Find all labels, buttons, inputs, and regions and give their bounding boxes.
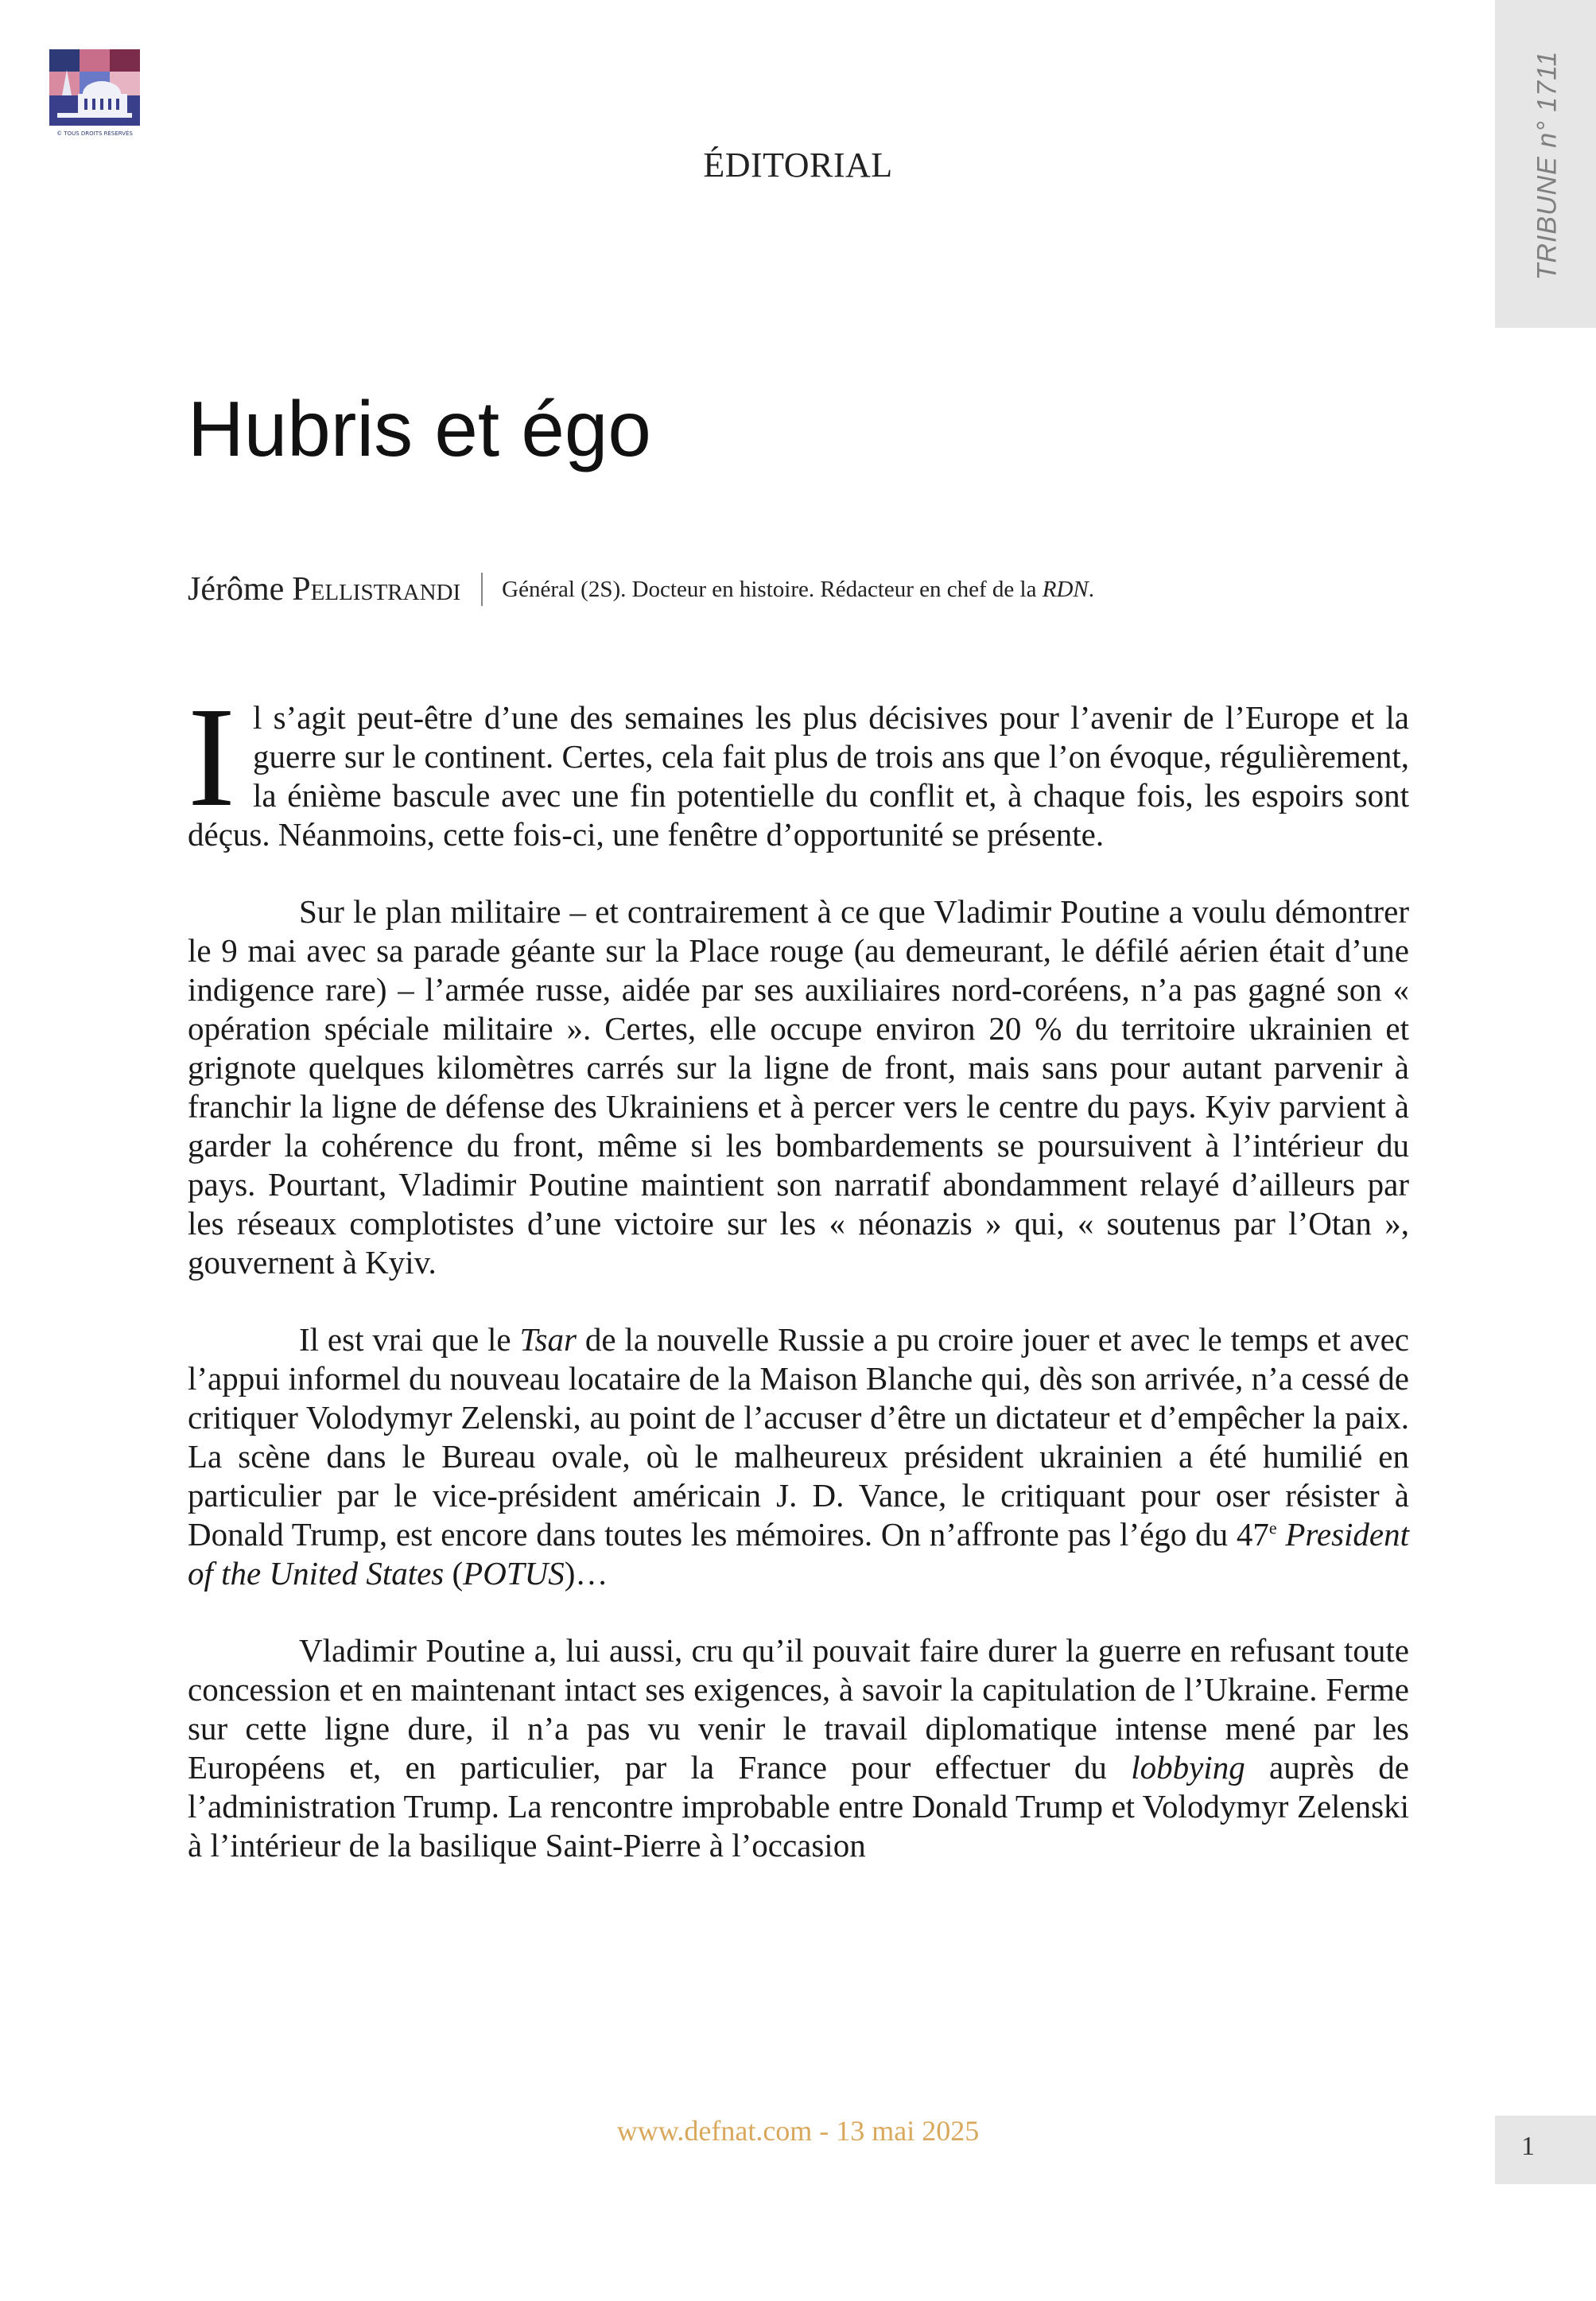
section-label: ÉDITORIAL — [703, 146, 893, 185]
article-body — [188, 678, 1410, 1903]
paragraph-3: Il est vrai que le Tsar de la nouvelle Russie a pu croire jouer et avec le temps et avec l’appui informel du nouveau locataire de la Maison Blanche qui, dès son arrivée, n’a cessé de critiquer Volodymyr Zelenski, au point de l’accuser d’être un dictateur et d’empêcher la paix. La scène dans le Bureau ovale, où le malheureux président ukrainien a été humilié en particulier par le vice-président américain J. D. Vance, le critiquant pour oser résister à Donald Trump, est encore dans toutes les mémoires. On n’affronte pas l’égo du 47e President of the United States (POTUS)… — [188, 1321, 1410, 1592]
paragraph-1: Il s’agit peut-être d’une des semaines les plus décisives pour l’avenir de l’Europe et la guerre sur le continent. Certes, cela fait plus de trois ans que l’on évoque, régulièrement, la énième bascule avec une fin potentielle du conflit et, à chaque fois, les espoirs sont déçus. Néanmoins, cette fois-ci, une fenêtre d’opportunité se présente. — [188, 678, 1409, 853]
paragraph-4: Vladimir Poutine a, lui aussi, cru qu’il pouvait faire durer la guerre en refusant toute concession et en maintenant intact ses exigences, à savoir la capitulation de l’Ukraine. Ferme sur cette ligne dure, il n’a pas vu venir le travail diplomatique intense mené par les Européens et, en particulier, par la France pour effectuer du lobbying auprès de l’administration Trump. La rencontre improbable entre Donald Trump et Volodymyr Zelenski à l’intérieur de la basilique Saint-Pierre à l’occasion — [188, 1632, 1410, 1864]
drop-cap: I — [188, 678, 235, 836]
footer-link[interactable]: www.defnat.com - 13 mai 2025 — [616, 2115, 980, 2147]
author-last-name: Pellistrandi — [292, 571, 461, 608]
article-title: Hubris et égo — [188, 385, 651, 472]
page-number-tab — [1495, 2116, 1596, 2184]
page-number: 1 — [1521, 2132, 1535, 2161]
tribune-number: TRIBUNE n° 1711 — [1532, 50, 1563, 281]
byline-separator — [481, 573, 483, 606]
logo-caption: © TOUS DROITS RÉSERVÉS — [56, 130, 133, 137]
author-affiliation: Général (2S). Docteur en histoire. Rédacteur en chef de la RDN. — [502, 576, 1094, 602]
author-first-name: Jérôme — [188, 571, 285, 608]
byline — [188, 569, 1094, 610]
paragraph-2: Sur le plan militaire – et contrairement à ce que Vladimir Poutine a voulu démontrer le 9 mai avec sa parade géante sur la Place rouge (au demeurant, le défilé aérien était d’une indigence rare) – l’armée russe, aidée par ses auxiliaires nord-coréens, n’a pas gagné son « opération spéciale militaire ». Certes, elle occupe environ 20 % du territoire ukrainien et grignote quelques kilomètres carrés sur la ligne de front, mais sans pour autant parvenir à franchir la ligne de défense des Ukrainiens et à percer vers le centre du pays. Kyiv parvient à garder la cohérence du front, même si les bombardements se poursuivent à l’intérieur du pays. Pourtant, Vladimir Poutine maintient son narratif abondamment relayé d’ailleurs par les réseaux complotistes d’une victoire sur les « néonazis » qui, « soutenus par l’Otan », gouvernent à Kyiv. — [188, 893, 1409, 1281]
rdn-logo — [46, 46, 143, 140]
